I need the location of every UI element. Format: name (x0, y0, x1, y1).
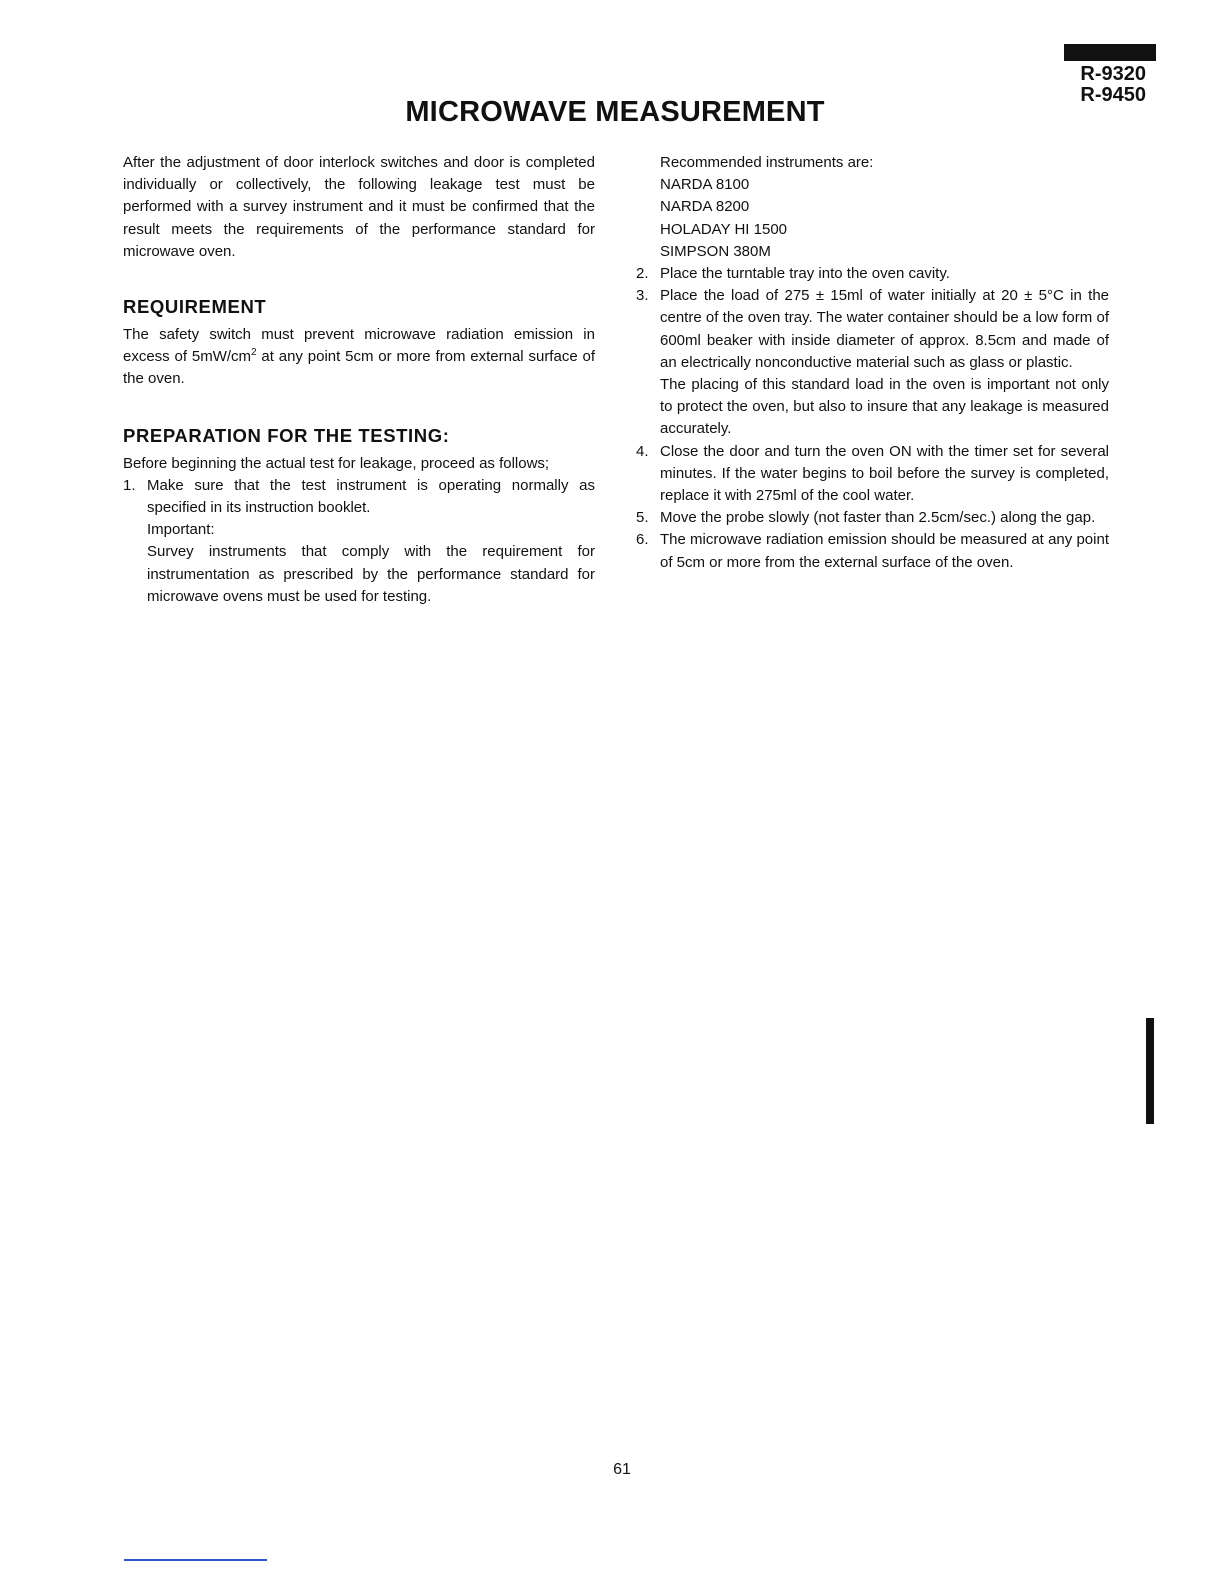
step-text: Close the door and turn the oven ON with the timer set for several minutes. If the water begins to boil before the survey is completed, replace it with 275ml of the cool water. (660, 442, 1109, 505)
recommended-label: Recommended instruments are: (660, 154, 874, 171)
step-item-4 (636, 441, 1109, 508)
step-note: The placing of this standard load in the oven is important not only to protect the oven, but also to insure that any leakage is measured accurately. (660, 376, 1109, 438)
step-number: 5. (636, 509, 649, 527)
intro-paragraph: After the adjustment of door interlock switches and door is completed individually or collectively, the following leakage test must be performed with a survey instrument and it must be confirmed that the result meets the requirements of the performance standard for microwave oven. (123, 154, 595, 260)
step-number: 1. (123, 476, 136, 494)
left-column (123, 152, 595, 608)
instrument-item: HOLADAY HI 1500 (660, 220, 788, 238)
step-number: 2. (636, 265, 649, 283)
preparation-heading: PREPARATION FOR THE TESTING: (123, 424, 450, 446)
right-column (636, 152, 1109, 574)
step-text: Place the load of 275 ± 15ml of water initially at 20 ± 5°C in the centre of the oven tray. The water container should be a low form of 600ml beaker with inside diameter of approx. 8.5cm and made of an electrically nonconductive material such as glass or plastic. (660, 287, 1109, 371)
step-text: Move the probe slowly (not faster than 2.5cm/sec.) along the gap. (660, 509, 1096, 527)
header-black-bar (1064, 44, 1156, 61)
important-text: Survey instruments that comply with the requirement for instrumentation as prescribed by the performance standard for microwave ovens must be used for testing. (147, 543, 595, 605)
model-number-2: R-9450 (1080, 84, 1146, 106)
instrument-item: NARDA 8200 (660, 198, 750, 216)
requirement-text-before: The safety switch must prevent microwave radiation emission in excess of 5mW/cm (123, 326, 595, 366)
page-title: MICROWAVE MEASUREMENT (405, 96, 825, 128)
step-text: Make sure that the test instrument is operating normally as specified in its instruction booklet. (147, 476, 595, 517)
requirement-heading: REQUIREMENT (123, 296, 267, 318)
requirement-paragraph (123, 324, 595, 391)
step-number: 6. (636, 531, 649, 549)
step-text: Place the turntable tray into the oven cavity. (660, 265, 950, 283)
requirement-text-after: at any point 5cm or more from external surface of the oven. (123, 348, 596, 388)
step-item-3 (636, 285, 1109, 440)
margin-change-bar (1146, 1018, 1154, 1124)
step-number: 4. (636, 442, 649, 460)
model-number-1: R-9320 (1080, 63, 1146, 85)
page-number: 61 (613, 1461, 631, 1478)
step-text: The microwave radiation emission should be measured at any point of 5cm or more from the external surface of the oven. (660, 531, 1109, 571)
recommended-instruments (636, 152, 1109, 263)
requirement-superscript: 2 (251, 347, 257, 359)
step-item-6 (636, 529, 1109, 573)
footer-rule (124, 1559, 267, 1561)
step-item-5 (636, 507, 1109, 529)
preparation-steps-left (123, 475, 595, 608)
instrument-item: SIMPSON 380M (660, 242, 771, 260)
instrument-item: NARDA 8100 (660, 176, 750, 194)
step-number: 3. (636, 287, 649, 305)
preparation-steps-right (636, 263, 1109, 574)
step-item-2 (636, 263, 1109, 285)
important-label: Important: (147, 521, 215, 539)
step-item-1 (123, 475, 595, 608)
preparation-intro: Before beginning the actual test for leakage, proceed as follows; (123, 454, 550, 472)
